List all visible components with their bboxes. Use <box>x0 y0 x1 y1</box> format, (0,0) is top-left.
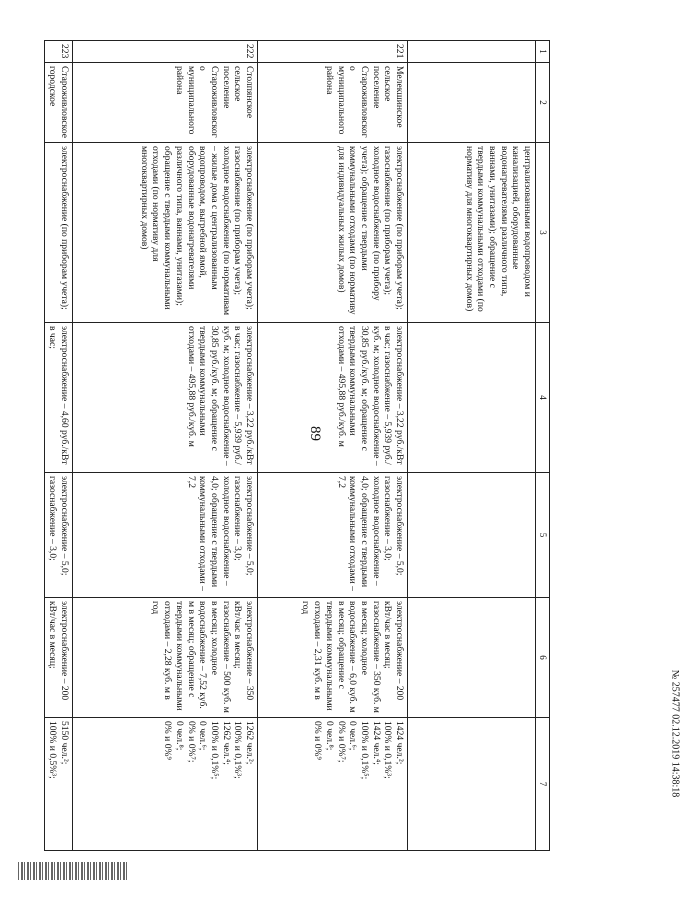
table-row <box>44 41 72 851</box>
registration-stamp: № 257477 02.12.2019 14:38:18 <box>669 669 680 798</box>
header-col-2: 2 <box>536 63 550 143</box>
population-line: 0% и 0%⁷; <box>185 721 197 763</box>
table-row <box>258 41 408 851</box>
header-col-5: 5 <box>536 473 550 598</box>
population-line: 0% и 0%⁹ <box>312 721 324 760</box>
consumption-volume-cell: электроснабжение – 350 кВт/час в месяц; газоснабжение – 500 куб. м в месяц; холодное водоснабжение – 7,52 куб. м в месяц; обращение с твердыми коммунальными отходами – 2,28 куб. м в год <box>73 598 258 718</box>
services-cell: электроснабжение (по приборам учета); <box>44 143 72 323</box>
header-col-7: 7 <box>536 718 550 851</box>
cont-population-cell <box>408 718 536 851</box>
services-cell: электроснабжение (по приборам учета); газоснабжение (по приборам учета); холодное водоснабжение (по прибору учета); обращение с твердыми коммунальными отходами (по нормативу для индивидуальных жилых домов) <box>258 143 408 323</box>
population-line: 1262 чел.²; <box>244 721 256 765</box>
table-frame <box>47 40 550 850</box>
growth-index-cell: электроснабжение – 5,0; газоснабжение – 3,0; <box>44 473 72 598</box>
rotated-table-container <box>47 40 550 850</box>
population-line: 100% и 0,1%⁵; <box>358 721 370 780</box>
population-line: 1424 чел.²; <box>394 721 406 765</box>
tariff-cell: электроснабжение – 4,60 руб./кВт в час; <box>44 323 72 473</box>
growth-index-cell: электроснабжение – 5,0; газоснабжение – 3,0; холодное водоснабжение – 4,0; обращение с твердыми коммунальными отходами – 7,2 <box>73 473 258 598</box>
tariff-cell: электроснабжение – 3,22 руб./кВт в час; газоснабжение – 5,939 руб./куб. м; холодное водоснабжение – 30,85 руб./куб. м; обращение с твердыми коммунальными отходами – 495,88 руб./куб. м <box>258 323 408 473</box>
population-line: 100% и 0,5%³; <box>47 721 59 779</box>
row-number: 222 <box>73 41 258 63</box>
page-number: 89 <box>307 426 323 441</box>
cont-name-cell <box>408 63 536 143</box>
cont-tariff-cell <box>408 323 536 473</box>
settlement-name: Столпянское сельское поселение Староживловского муниципального района <box>73 63 258 143</box>
continuation-row <box>408 41 536 851</box>
population-line: 100% и 0,1%³; <box>382 721 394 779</box>
growth-index-cell: электроснабжение – 5,0; газоснабжение – 3,0; холодное водоснабжение – 4,0; обращение с твердыми коммунальными отходами – 7,2 <box>258 473 408 598</box>
tariff-cell: электроснабжение – 3,22 руб./кВт в час; газоснабжение – 5,939 руб./куб. м; холодное водоснабжение – 30,85 руб./куб. м; обращение с твердыми коммунальными отходами – 495,88 руб./куб. м <box>73 323 258 473</box>
table-row <box>73 41 258 851</box>
population-line: 100% и 0,1%³; <box>232 721 244 779</box>
population-line: 5150 чел.²; <box>59 721 71 765</box>
services-cell: электроснабжение (по приборам учета); газоснабжение (по приборам учета); холодное водоснабжение (по нормативам – жилые дома с централизованным водопроводом, выгребной ямой, оборудованные водонагревателями различного типа, ваннами, унитазами); обращение с твердыми коммунальными отходами (по нормативу для многоквартирных домов) <box>73 143 258 323</box>
header-col-3: 3 <box>536 143 550 323</box>
row-number: 223 <box>44 41 72 63</box>
header-col-6: 6 <box>536 598 550 718</box>
population-line: 0 чел.⁸; <box>173 721 185 751</box>
header-row <box>536 41 550 851</box>
consumption-volume-cell: электроснабжение – 200 кВт/час в месяц; газоснабжение – 350 куб. м в месяц; холодное водоснабжение – 6,0 куб. м в месяц; обращение с твердыми коммунальными отходами – 2,31 куб. м в год <box>258 598 408 718</box>
population-line: 0 чел.⁶; <box>347 721 359 751</box>
barcode-mark <box>18 862 128 880</box>
population-line: 100% и 0,1%⁵; <box>208 721 220 780</box>
population-share-cell <box>44 718 72 851</box>
population-line: 0% и 0%⁹ <box>162 721 174 760</box>
cont-volume-cell <box>408 598 536 718</box>
cont-growth-cell <box>408 473 536 598</box>
tariff-table <box>44 40 550 851</box>
cont-services-cell: централизованными водопроводом и канализацией, оборудованные водонагревателями различного типа, ваннами, унитазами); обращение с твердыми коммунальными отходами (по нормативу для многоквартирных домов) <box>408 143 536 323</box>
cont-num-cell <box>408 41 536 63</box>
population-line: 0 чел.⁸; <box>323 721 335 751</box>
population-share-cell <box>73 718 258 851</box>
row-number: 221 <box>258 41 408 63</box>
population-line: 0% и 0%⁷; <box>335 721 347 763</box>
header-col-1: 1 <box>536 41 550 63</box>
population-line: 1424 чел.⁴; <box>370 721 382 765</box>
population-line: 1262 чел.⁴; <box>220 721 232 765</box>
settlement-name: Староживловское городское <box>44 63 72 143</box>
population-line: 0 чел.⁶; <box>197 721 209 751</box>
population-share-cell <box>258 718 408 851</box>
settlement-name: Мелекшинское сельское поселение Староживловского муниципального района <box>258 63 408 143</box>
header-col-4: 4 <box>536 323 550 473</box>
consumption-volume-cell: электроснабжение – 200 кВт/час в месяц; <box>44 598 72 718</box>
